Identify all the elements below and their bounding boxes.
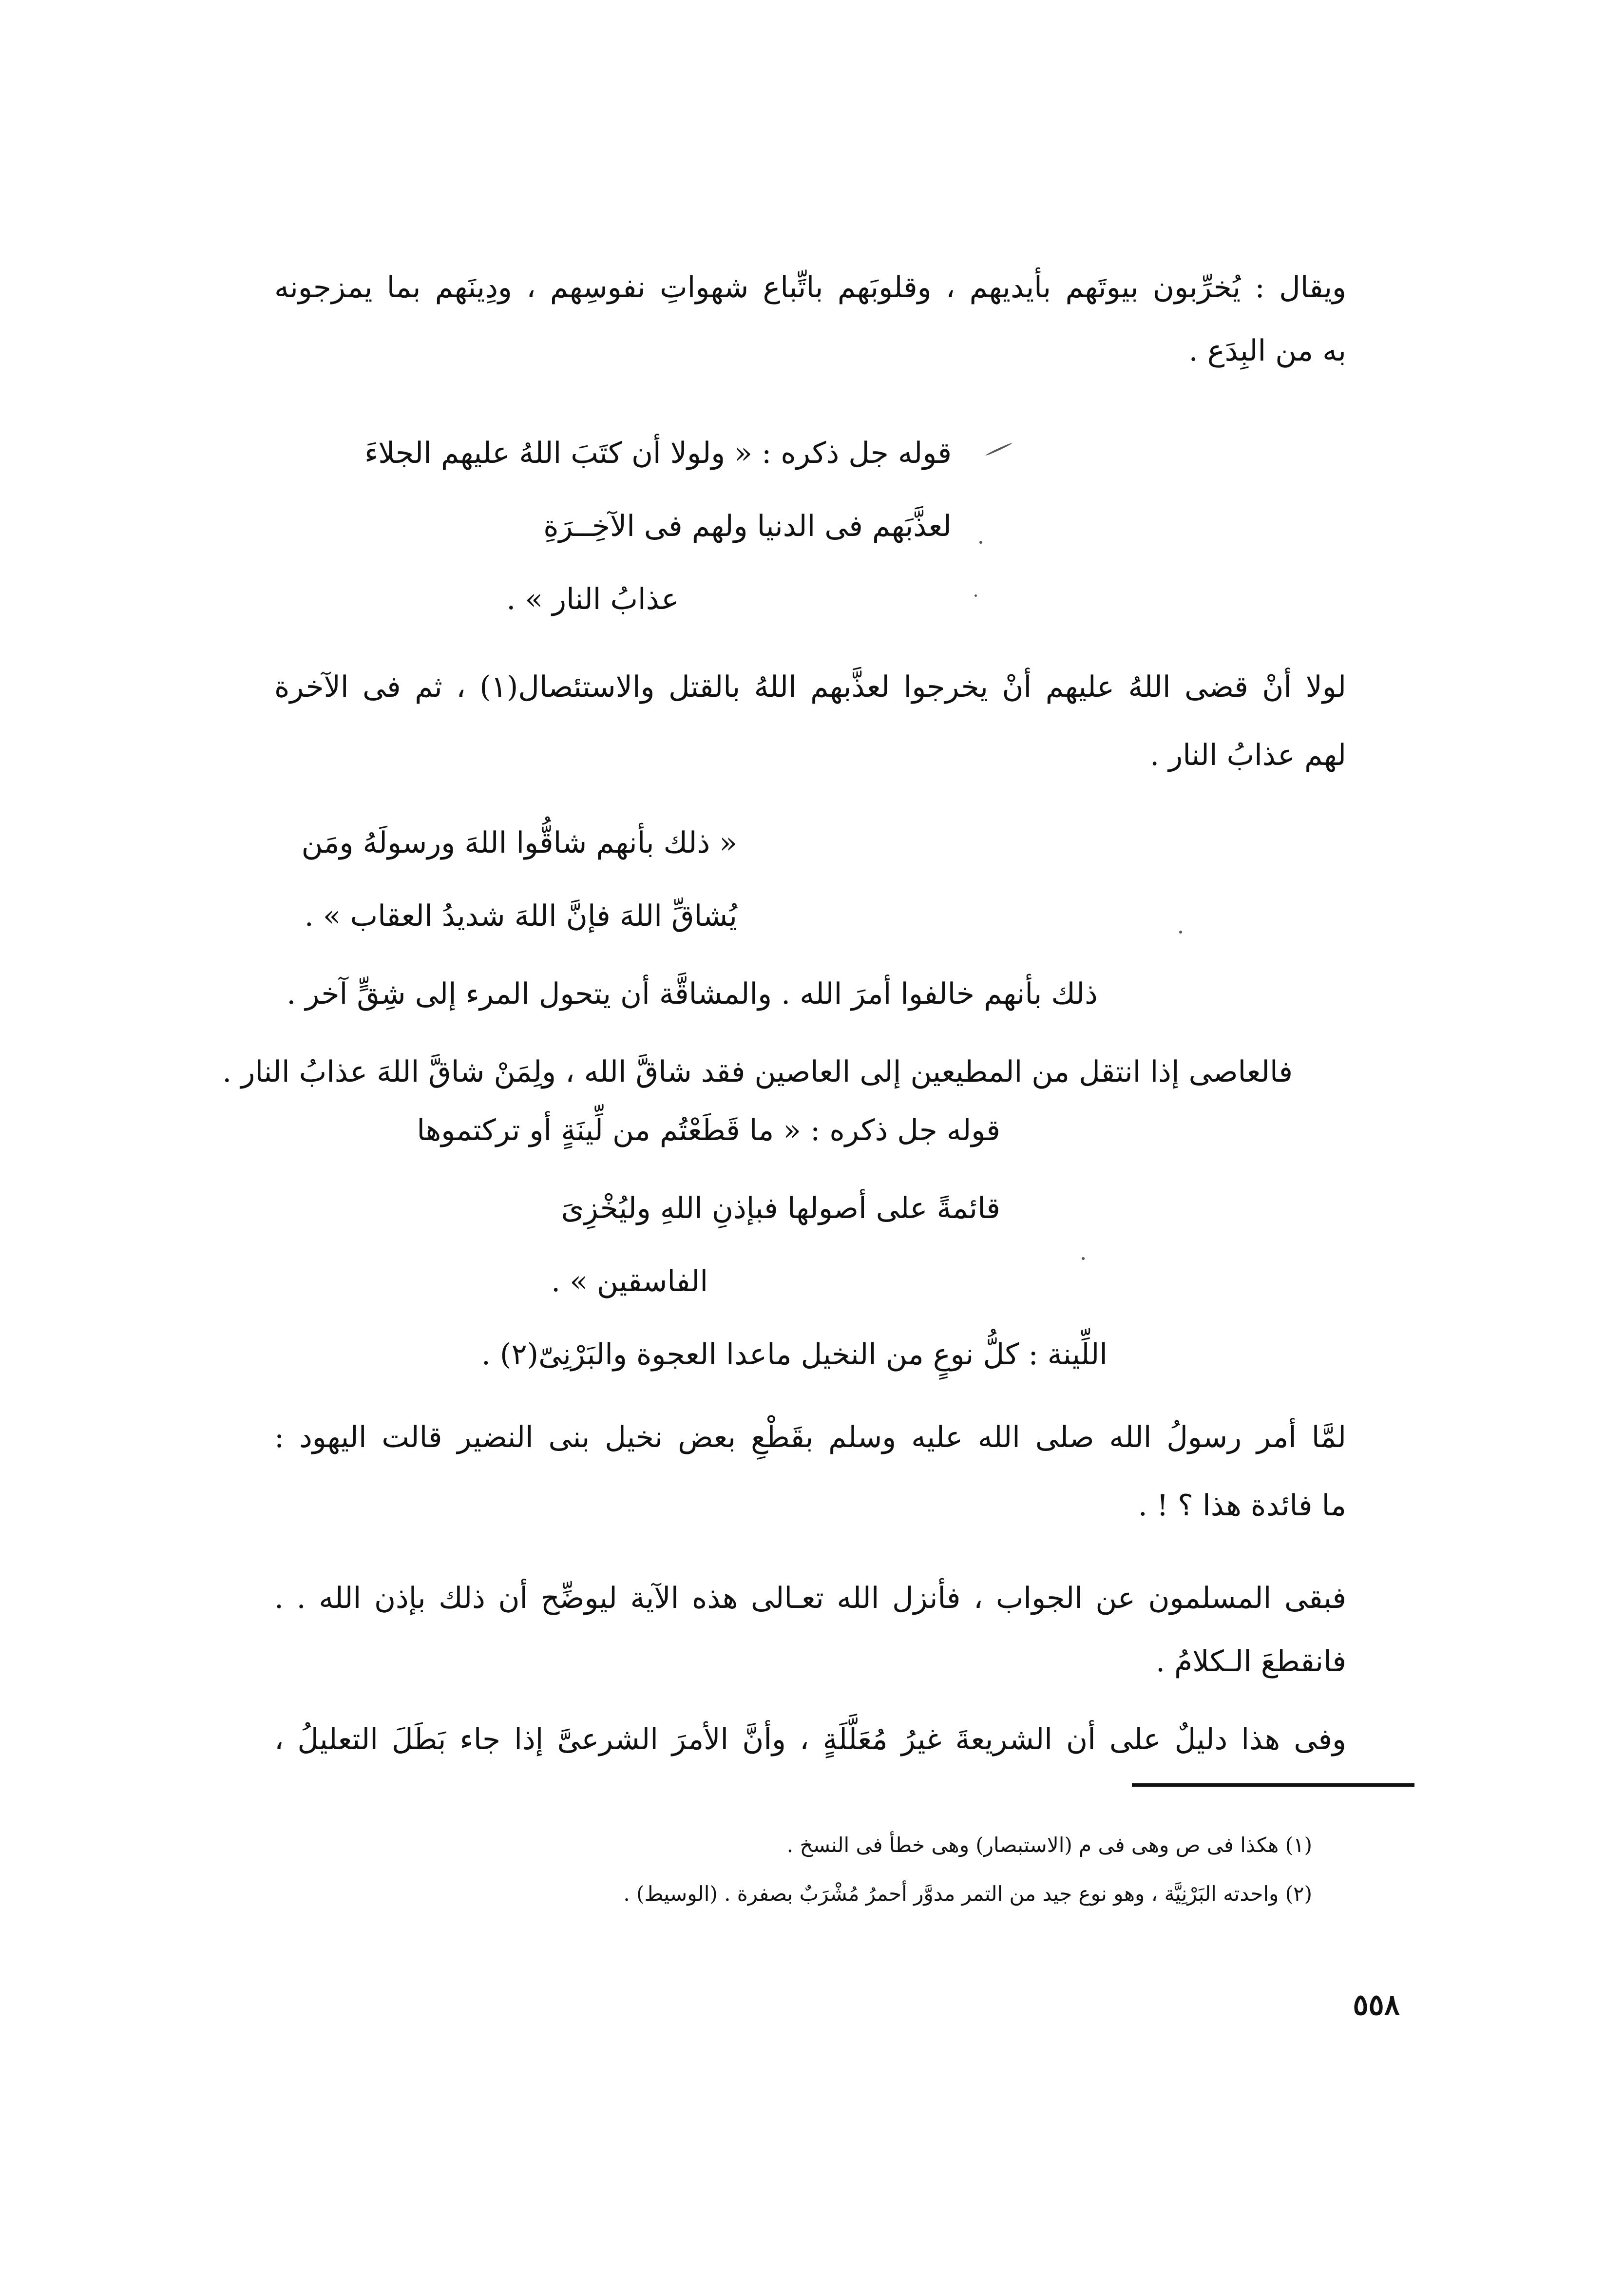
scan-speck [985,442,1013,457]
footnote-1: (١) هكذا فى ص وهى فى م (الاستبصار) وهى خطأ فى النسخ . [786,1833,1312,1857]
footnote-separator [1132,1783,1414,1787]
body-line-4: لهم عذابُ النار . [1150,738,1346,772]
verse-heading-line-1: قوله جل ذكره : « ولولا أن كتَبَ اللهُ عليهم الجلاءَ [364,436,952,470]
body-line-12: وفى هذا دليلٌ على أن الشريعةَ غيرُ مُعَلَّلَةٍ ، وأنَّ الأمرَ الشرعىَّ إذا جاء بَطَلَ التعليلُ ، [274,1722,1346,1756]
body-line-2: به من البِدَع . [1188,334,1346,368]
scan-speck [974,594,977,597]
body-line-5: ذلك بأنهم خالفوا أمرَ الله . والمشاقَّة أن يتحول المرء إلى شِقٍّ آخر . [287,977,1098,1011]
body-line-11: فانقطعَ الـكلامُ . [1156,1644,1346,1679]
body-line-7: اللِّينة : كلُّ نوعٍ من النخيل ماعدا العجوة والبَرْنِىّ(٢) . [481,1337,1108,1372]
verse-line-2: لعذَّبَهم فى الدنيا ولهم فى الآخِــرَةِ [543,509,952,543]
scan-speck [1082,1257,1085,1260]
verse-line-3: عذابُ النار » . [506,582,679,616]
scan-speck [1179,931,1182,934]
scan-speck [979,541,982,544]
body-line-3: لولا أنْ قضى اللهُ عليهم أنْ يخرجوا لعذَّبهم اللهُ بالقتل والاستئصال(١) ، ثم فى الآخرة [274,670,1346,704]
body-line-9: ما فائدة هذا ؟ ! . [1138,1489,1346,1523]
verse-line-6: قائمةً على أصولها فبإذنِ اللهِ وليُخْزِىَ [561,1191,1000,1225]
verse-heading-line-2: قوله جل ذكره : « ما قَطَعْتُم من لِّينَةٍ أو تركتموها [417,1113,1000,1147]
verse-line-7: الفاسقين » . [551,1264,708,1298]
footnote-2: (٢) واحدته البَرْنِيَّة ، وهو نوع جيد من التمر مدوَّر أحمرُ مُشْرَبٌ بصفرة . (الوسيط) . [623,1882,1312,1906]
verse-line-4: « ذلك بأنهم شاقُّوا اللهَ ورسولَهُ ومَن [301,826,737,860]
body-line-1: ويقال : يُخرِّبون بيوتَهم بأيديهم ، وقلوبَهم باتِّباع شهواتِ نفوسِهم ، ودِينَهم بما يمزجونه [274,270,1346,305]
verse-line-5: يُشاقِّ اللهَ فإنَّ اللهَ شديدُ العقاب » . [304,899,737,933]
body-line-10: فبقى المسلمون عن الجواب ، فأنزل الله تعـالى هذه الآية ليوضِّح أن ذلك بإذن الله . . [274,1581,1346,1615]
page-number: ٥٥٨ [1353,1988,1400,2022]
body-line-8: لمَّا أمر رسولُ الله صلى الله عليه وسلم بقَطْعِ بعض نخيل بنى النضير قالت اليهود : [274,1420,1346,1454]
body-line-6: فالعاصى إذا انتقل من المطيعين إلى العاصين فقد شاقَّ الله ، ولِمَنْ شاقَّ اللهَ عذابُ النار . [222,1055,1293,1089]
